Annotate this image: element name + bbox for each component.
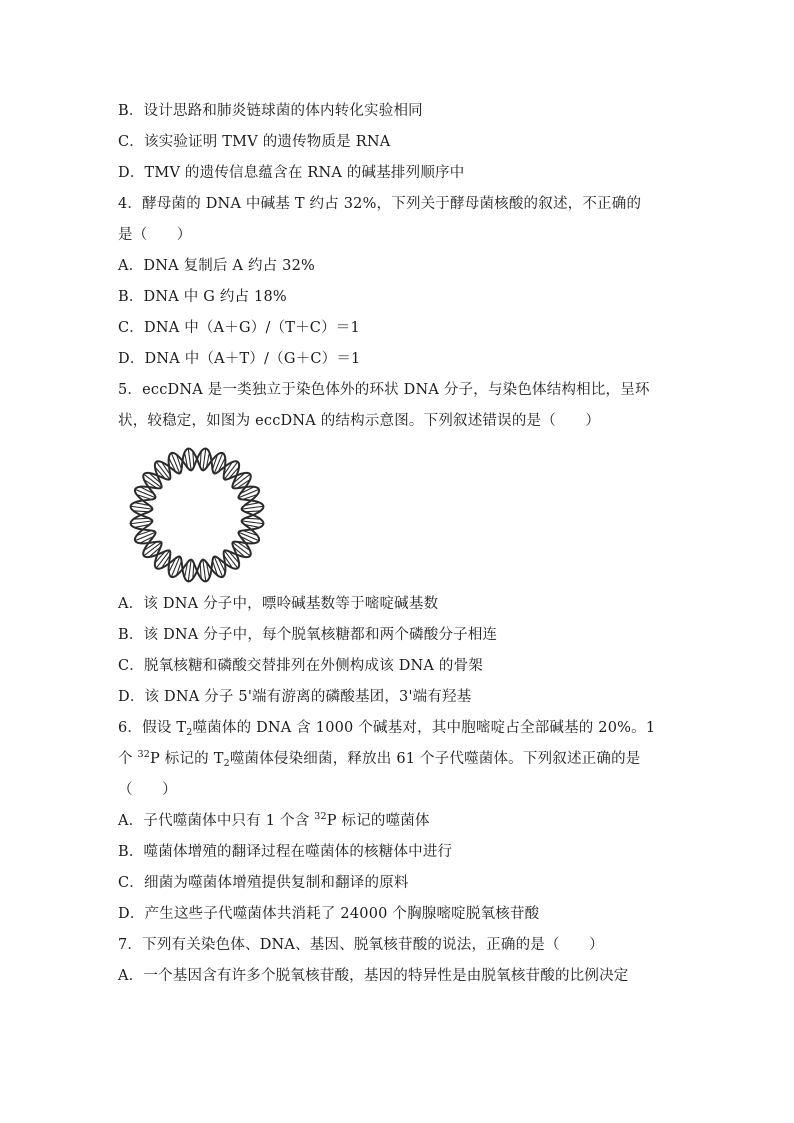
text-line: C．该实验证明 TMV 的遗传物质是 RNA	[118, 134, 391, 150]
base-pair-rung	[203, 449, 206, 471]
question-7-stem: 7．下列有关染色体、DNA、基因、脱氧核苷酸的说法，正确的是（ ）	[118, 937, 604, 953]
base-pair-rung	[188, 560, 191, 582]
question-5-option-a: A．该 DNA 分子中，嘌呤碱基数等于嘧啶碱基数	[118, 596, 439, 612]
exam-page	[118, 96, 678, 992]
eccdna-ring-diagram-icon	[122, 441, 272, 589]
base-pair-rung	[188, 449, 191, 471]
question-6-option-c: C．细菌为噬菌体增殖提供复制和翻译的原料	[118, 875, 409, 891]
question-6-option-a: A．子代噬菌体中只有 1 个含 $^{32}$P 标记的噬菌体	[118, 811, 430, 829]
question-5-stem-cont: 状，较稳定，如图为 eccDNA 的结构示意图。下列叙述错误的是（ ）	[118, 413, 601, 429]
question-5-stem: 5．eccDNA 是一类独立于染色体外的环状 DNA 分子，与染色体结构相比，呈环	[118, 382, 650, 398]
question-6-option-b: B．噬菌体增殖的翻译过程在噬菌体的核糖体中进行	[118, 844, 453, 860]
text-line: D．TMV 的遗传信息蕴含在 RNA 的碱基排列顺序中	[118, 165, 465, 181]
question-7-option-a: A．一个基因含有许多个脱氧核苷酸，基因的特异性是由脱氧核苷酸的比例决定	[118, 968, 629, 984]
question-4-option-b: B．DNA 中 G 约占 18%	[118, 289, 287, 305]
question-4-stem-cont: 是（ ）	[118, 227, 192, 243]
question-6-stem: 6．假设 $T_2$噬菌体的 DNA 含 1000 个碱基对，其中胞嘧啶占全部碱基的 20%。1	[118, 720, 656, 738]
helix-strand	[131, 449, 264, 582]
base-pair-rung	[131, 506, 153, 509]
block-a	[118, 96, 678, 437]
block-b	[118, 589, 678, 992]
question-4-stem: 4．酵母菌的 DNA 中碱基 T 约占 32%，下列关于酵母菌核酸的叙述，不正确的	[118, 196, 642, 212]
helix-strand	[131, 449, 264, 582]
base-pair-rung	[242, 521, 264, 524]
base-pair-rung	[242, 506, 264, 509]
question-6-stem-cont: 个 $^{32}$P 标记的 $T_2$噬菌体侵染细菌，释放出 61 个子代噬菌体。下列叙述正确的是	[118, 749, 641, 769]
question-6-option-d: D．产生这些子代噬菌体共消耗了 24000 个胸腺嘧啶脱氧核苷酸	[118, 906, 540, 922]
eccdna-figure	[118, 437, 678, 589]
text-line: B．设计思路和肺炎链球菌的体内转化实验相同	[118, 103, 423, 119]
question-4-option-d: D．DNA 中（A＋T）/（G＋C）＝1	[118, 351, 361, 367]
question-4-option-c: C．DNA 中（A＋G）/（T＋C）＝1	[118, 320, 360, 336]
base-pair-rung	[131, 521, 153, 524]
question-5-option-c: C．脱氧核糖和磷酸交替排列在外侧构成该 DNA 的骨架	[118, 658, 483, 674]
question-5-option-d: D．该 DNA 分子 5'端有游离的磷酸基团，3'端有羟基	[118, 689, 472, 705]
question-6-stem-paren: （ ）	[118, 782, 177, 798]
question-5-option-b: B．该 DNA 分子中，每个脱氧核糖都和两个磷酸分子相连	[118, 627, 498, 643]
base-pair-rung	[203, 560, 206, 582]
question-4-option-a: A．DNA 复制后 A 约占 32%	[118, 258, 315, 274]
